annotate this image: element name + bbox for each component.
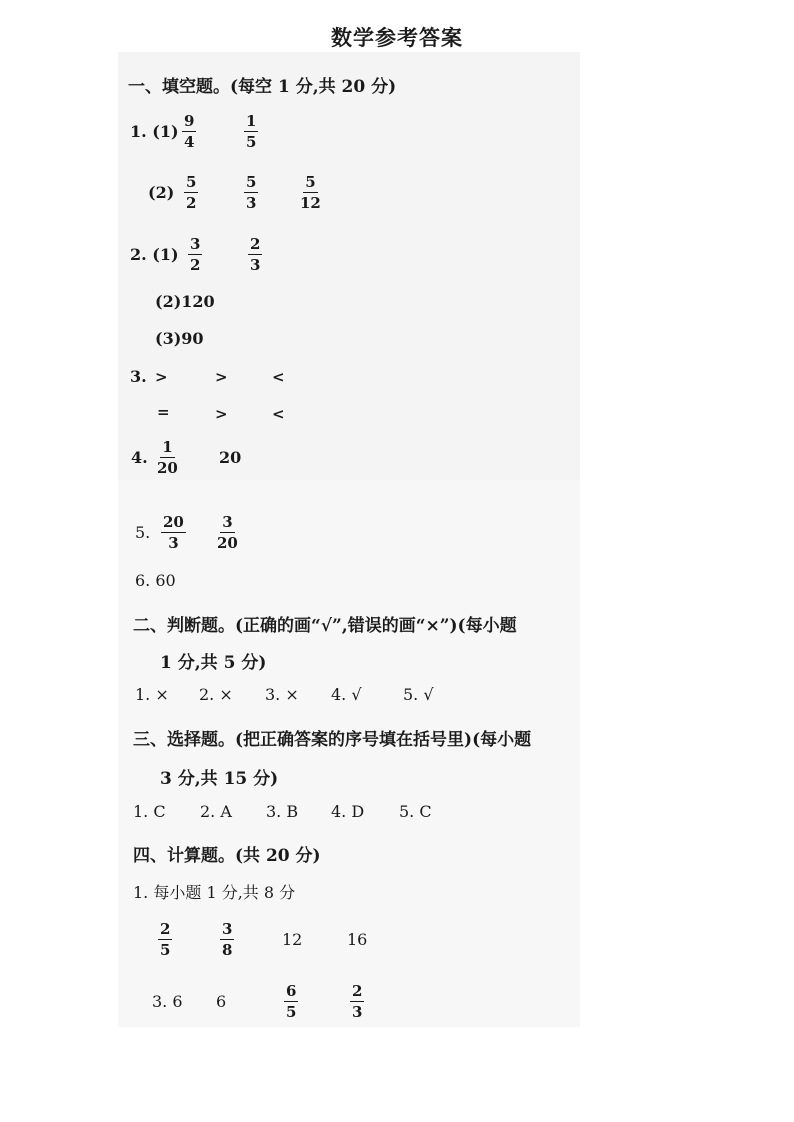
calc-value: 6	[216, 992, 227, 1011]
fraction: $\frac{20}{3}$	[163, 513, 184, 552]
q3-symbol: =	[157, 403, 170, 421]
fraction: $\frac{6}{5}$	[286, 982, 297, 1021]
answer: 3. B	[266, 802, 299, 821]
fraction: $\frac{3}{2}$	[190, 235, 201, 274]
section-3-heading: 三、选择题。(把正确答案的序号填在括号里)(每小题	[133, 730, 532, 750]
answer: 4. √	[331, 685, 362, 704]
fraction: $\frac{9}{4}$	[184, 112, 195, 151]
calc-value: 12	[282, 930, 303, 949]
q6: 6. 60	[135, 571, 176, 590]
fraction: $\frac{5}{12}$	[300, 173, 321, 212]
fraction: $\frac{1}{5}$	[246, 112, 257, 151]
q2-part3: (3)90	[155, 329, 204, 348]
answer: 2. ×	[199, 685, 233, 704]
q3-symbol: >	[215, 405, 228, 423]
section-3-heading-cont: 3 分,共 15 分)	[160, 769, 279, 789]
answer: 4. D	[331, 802, 365, 821]
page-title: 数学参考答案	[331, 26, 463, 50]
q3-symbol: >	[215, 368, 228, 386]
section-1-heading: 一、填空题。(每空 1 分,共 20 分)	[128, 77, 397, 97]
section-4-sub1: 1. 每小题 1 分,共 8 分	[133, 883, 296, 902]
fraction: $\frac{2}{3}$	[250, 235, 261, 274]
answer: 5. C	[399, 802, 432, 821]
answer: 5. √	[403, 685, 434, 704]
section-2-heading-cont: 1 分,共 5 分)	[160, 653, 267, 673]
fraction: $\frac{5}{3}$	[246, 173, 257, 212]
calc-value: 3. 6	[152, 992, 183, 1011]
q3-symbol: >	[155, 368, 168, 386]
fraction: $\frac{3}{20}$	[217, 513, 238, 552]
q1-2-label: (2)	[148, 183, 175, 202]
answer: 1. C	[133, 802, 166, 821]
q1-label: 1. (1)	[130, 122, 179, 141]
q3-symbol: <	[272, 368, 285, 386]
q4-label: 4.	[131, 448, 148, 467]
q2-label: 2. (1)	[130, 245, 179, 264]
fraction: $\frac{2}{3}$	[352, 982, 363, 1021]
answer: 1. ×	[135, 685, 169, 704]
answer: 3. ×	[265, 685, 299, 704]
fraction: $\frac{3}{8}$	[222, 920, 233, 959]
fraction: $\frac{5}{2}$	[186, 173, 197, 212]
q5-label: 5.	[135, 523, 151, 542]
q3-label: 3.	[130, 367, 147, 386]
calc-value: 16	[347, 930, 368, 949]
fraction: $\frac{1}{20}$	[157, 438, 178, 477]
section-2-heading: 二、判断题。(正确的画“√”,错误的画“×”)(每小题	[133, 616, 517, 636]
q4-value: 20	[219, 448, 242, 467]
answer: 2. A	[200, 802, 232, 821]
q3-symbol: <	[272, 405, 285, 423]
fraction: $\frac{2}{5}$	[160, 920, 171, 959]
q2-part2: (2)120	[155, 292, 215, 311]
section-4-heading: 四、计算题。(共 20 分)	[133, 846, 321, 866]
